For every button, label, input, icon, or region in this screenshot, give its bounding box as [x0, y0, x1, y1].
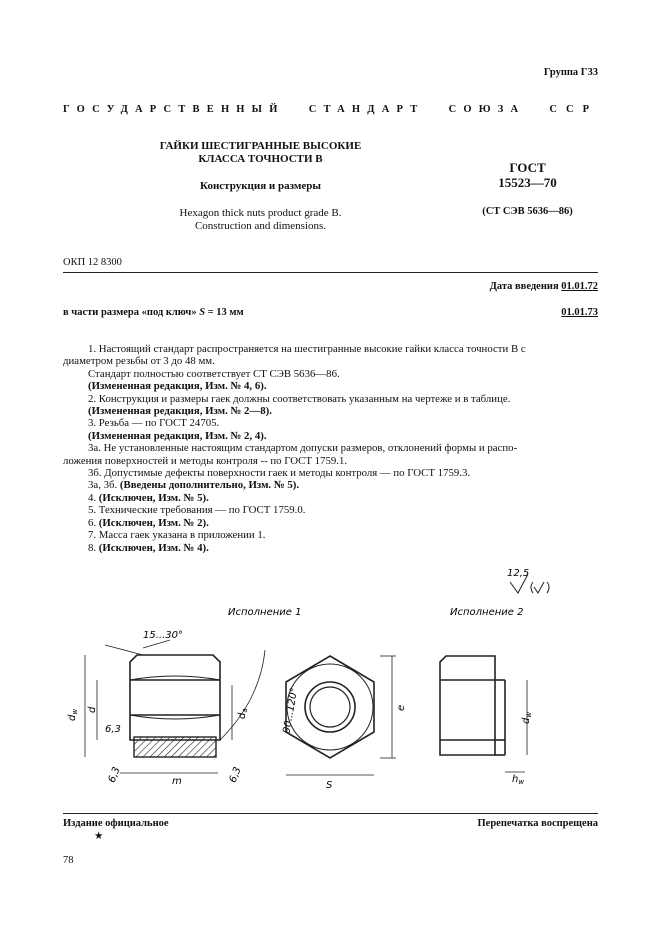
top-view [286, 656, 374, 758]
body-line: (Измененная редакция, Изм. № 4, 6). [88, 380, 267, 393]
standard-banner [63, 104, 598, 115]
banner-word: СТАНДАРТ [308, 104, 425, 115]
body-line: Стандарт полностью соответствует СТ СЭВ 5636—86. [88, 367, 340, 380]
dw2-label: $d_w$ [521, 711, 533, 724]
star-icon: ★ [94, 831, 104, 842]
title-en-line2: Construction and dimensions. [194, 220, 327, 232]
body-line: 1. Настоящий стандарт распространяется на шестигранные высокие гайки класса точности В с [88, 343, 526, 355]
body-line: (Измененная редакция, Изм. № 2—8). [88, 405, 272, 418]
dim-6-3-b: 6,3 [106, 765, 123, 785]
body-line: 2. Конструкция и размеры гаек должны соответствовать указанным на чертеже и в таблице. [88, 392, 511, 405]
dimension-lines-v2 [505, 680, 527, 772]
e-label: e [396, 704, 407, 711]
document-title [138, 140, 383, 233]
page-number: 78 [63, 855, 74, 866]
title-ru-line1: ГАЙКИ ШЕСТИГРАННЫЕ ВЫСОКИЕ [159, 140, 362, 152]
dim-6-3-a: 6,3 [105, 724, 121, 735]
dim-6-3-c: 6,3 [227, 765, 244, 785]
part-date-label [63, 307, 244, 318]
hw-label: $h_w$ [512, 774, 525, 786]
body-line: 3а. Не установленные настоящим стандартом допуски размеров, отклонений формы и распо- [88, 442, 518, 455]
group-code: Группа Г33 [543, 67, 598, 78]
body-line: 3а, 3б. (Введены дополнительно, Изм. № 5). [88, 479, 300, 492]
body-line: (Измененная редакция, Изм. № 2, 4). [88, 429, 267, 442]
part-label-size: = 13 мм [207, 307, 244, 318]
s-label: S [326, 780, 333, 791]
body-line: 6. (Исключен, Изм. № 2). [88, 516, 209, 529]
body-line: 3. Резьба — по ГОСТ 24705. [88, 417, 220, 430]
body-line: 7. Масса гаек указана в приложении 1. [88, 529, 266, 542]
footer-divider [63, 813, 598, 814]
roughness-value: 12,5 [507, 568, 530, 579]
gost-code: 15523—70 [498, 175, 557, 190]
body-line: 5. Технические требования — по ГОСТ 1759.0. [88, 504, 306, 517]
chamfer-angle-label: 15...30° [143, 630, 183, 641]
gost-number [470, 160, 585, 190]
body-line: ложения поверхностей и методы контроля -- по ГОСТ 1759.1. [63, 454, 348, 467]
body-line: диаметром резьбы от 3 до 48 мм. [63, 355, 215, 368]
side-view-v2 [440, 656, 505, 755]
dw-label: $d_w$ [67, 708, 79, 721]
title-ru-subtitle: Конструкция и размеры [200, 180, 321, 192]
m-label: m [172, 776, 182, 787]
banner-word: ГОСУДАРСТВЕННЫЙ [63, 104, 285, 115]
divider [63, 272, 598, 273]
da-label: $d_a$ [237, 708, 249, 719]
body-line: 8. (Исключен, Изм. № 4). [88, 541, 209, 554]
angle-label: 90...120° [281, 686, 301, 735]
title-en-line1: Hexagon thick nuts product grade B. [179, 207, 342, 219]
banner-word: СОЮЗА [448, 104, 526, 115]
footer-reprint: Перепечатка воспрещена [477, 818, 598, 829]
intro-date-label: Дата введения [489, 281, 559, 292]
version2-label: Исполнение 2 [450, 607, 524, 618]
version1-label: Исполнение 1 [228, 607, 302, 618]
footer-official: Издание официальное [63, 818, 169, 829]
body-line: 3б. Допустимые дефекты поверхности гаек и методы контроля — по ГОСТ 1759.3. [88, 467, 471, 480]
gost-label: ГОСТ [509, 160, 546, 175]
sev-reference: (СТ СЭВ 5636—86) [482, 206, 573, 217]
d-label: d [87, 706, 98, 713]
bearing-face-hatch [134, 737, 216, 757]
side-view-v1 [130, 655, 220, 740]
part-label-s: S [199, 307, 206, 318]
title-ru-line2: КЛАССА ТОЧНОСТИ В [198, 153, 323, 165]
intro-date: 01.01.72 [561, 281, 598, 292]
okp-code: ОКП 12 8300 [63, 257, 122, 268]
body-line: 4. (Исключен, Изм. № 5). [88, 491, 209, 504]
part-label-text: в части размера «под ключ» [63, 307, 197, 318]
part-date: 01.01.73 [561, 307, 598, 318]
banner-word: ССР [549, 104, 598, 115]
body-text [63, 343, 600, 554]
nut-drawing [0, 560, 661, 810]
intro-date-line [490, 281, 598, 292]
